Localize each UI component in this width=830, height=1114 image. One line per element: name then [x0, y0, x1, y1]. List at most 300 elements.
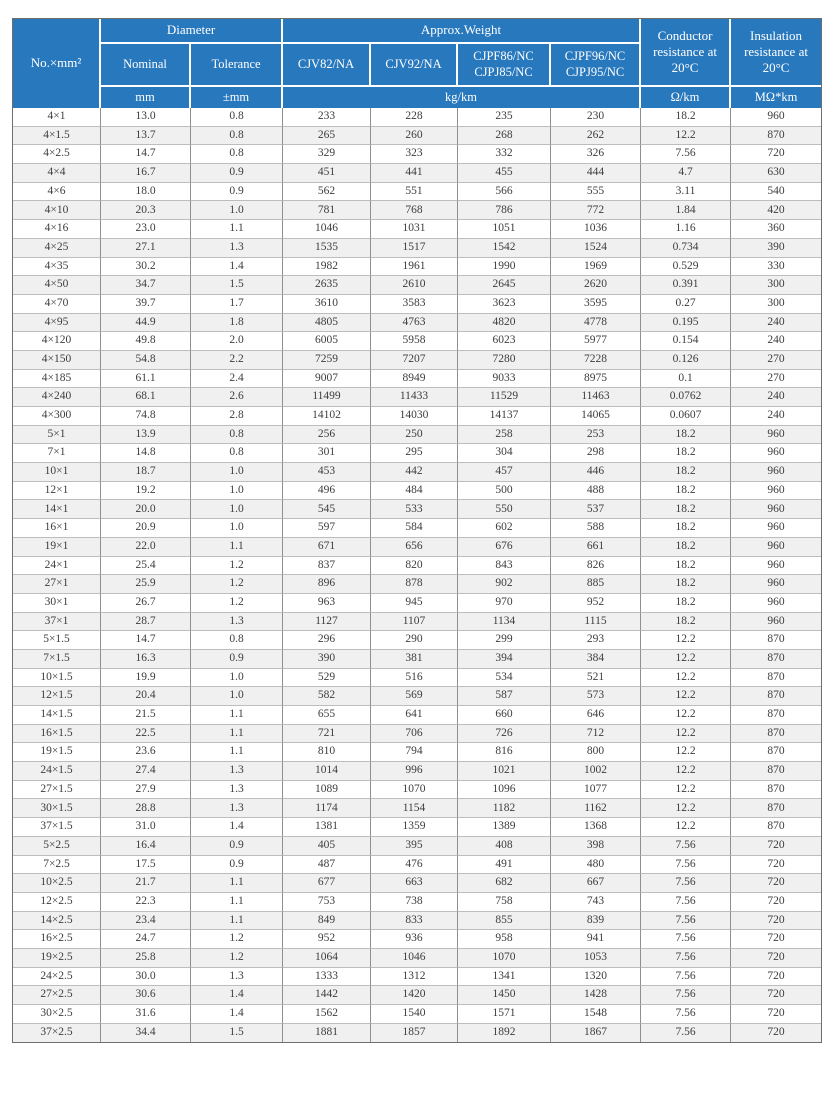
tolerance-cell: 1.1: [191, 874, 283, 893]
nominal-diameter-cell: 16.7: [101, 164, 191, 183]
table-row: [13, 463, 821, 482]
table-row: [13, 407, 821, 426]
cjpf96-weight-cell: 800: [551, 743, 641, 762]
nominal-diameter-cell: 14.8: [101, 444, 191, 463]
conductor-resistance-cell: 12.2: [641, 669, 731, 688]
insulation-resistance-cell: 420: [731, 201, 821, 220]
cjpf86-weight-cell: 457: [458, 463, 551, 482]
cjv82-weight-cell: 1127: [283, 613, 371, 632]
tolerance-cell: 1.0: [191, 201, 283, 220]
cjpf86-weight-cell: 408: [458, 837, 551, 856]
tolerance-cell: 1.1: [191, 743, 283, 762]
table-row: [13, 799, 821, 818]
cjpf96-weight-cell: 293: [551, 631, 641, 650]
cjpf86-weight-cell: 587: [458, 687, 551, 706]
cjpf86-weight-cell: 902: [458, 575, 551, 594]
cjv82-weight-cell: 952: [283, 930, 371, 949]
conductor-resistance-cell: 0.0607: [641, 407, 731, 426]
nominal-diameter-cell: 61.1: [101, 370, 191, 389]
nominal-diameter-cell: 54.8: [101, 351, 191, 370]
cjpf96-weight-cell: 1969: [551, 258, 641, 277]
cjpf86-weight-cell: 726: [458, 725, 551, 744]
conductor-resistance-cell: 0.529: [641, 258, 731, 277]
table-row: [13, 893, 821, 912]
tolerance-cell: 1.2: [191, 930, 283, 949]
cjpf86-weight-cell: 235: [458, 108, 551, 127]
insulation-resistance-cell: 960: [731, 594, 821, 613]
tolerance-cell: 1.0: [191, 500, 283, 519]
nominal-diameter-cell: 19.2: [101, 482, 191, 501]
nominal-diameter-cell: 26.7: [101, 594, 191, 613]
table-row: [13, 743, 821, 762]
cjv82-weight-cell: 11499: [283, 388, 371, 407]
insulation-resistance-cell: 870: [731, 818, 821, 837]
cjv92-weight-cell: 381: [371, 650, 458, 669]
tolerance-cell: 1.3: [191, 762, 283, 781]
cjv82-weight-cell: 721: [283, 725, 371, 744]
conductor-resistance-cell: 12.2: [641, 762, 731, 781]
cjpf96-weight-cell: 1036: [551, 220, 641, 239]
cjv82-weight-cell: 451: [283, 164, 371, 183]
spec-cell: 27×1.5: [13, 781, 101, 800]
spec-cell: 4×240: [13, 388, 101, 407]
cjv92-weight-cell: 533: [371, 500, 458, 519]
cjv82-weight-cell: 1014: [283, 762, 371, 781]
tolerance-cell: 0.8: [191, 426, 283, 445]
conductor-resistance-cell: 7.56: [641, 856, 731, 875]
table-row: [13, 145, 821, 164]
spec-cell: 7×1: [13, 444, 101, 463]
table-row: [13, 594, 821, 613]
cjv92-weight-cell: 395: [371, 837, 458, 856]
spec-cell: 37×2.5: [13, 1024, 101, 1043]
conductor-resistance-cell: 0.1: [641, 370, 731, 389]
cjv92-weight-cell: 794: [371, 743, 458, 762]
insulation-resistance-cell: 960: [731, 108, 821, 127]
tolerance-cell: 1.0: [191, 519, 283, 538]
cjv82-weight-cell: 1064: [283, 949, 371, 968]
cjpf86-weight-cell: 258: [458, 426, 551, 445]
cjpf96-weight-cell: 2620: [551, 276, 641, 295]
cjv82-weight-cell: 233: [283, 108, 371, 127]
tolerance-cell: 1.3: [191, 781, 283, 800]
insulation-resistance-cell: 240: [731, 407, 821, 426]
conductor-resistance-cell: 12.2: [641, 725, 731, 744]
cjv92-weight-cell: 4763: [371, 314, 458, 333]
cjv82-weight-cell: 562: [283, 183, 371, 202]
insulation-resistance-cell: 870: [731, 631, 821, 650]
header-model-cjpf86: CJPF86/NC CJPJ85/NC: [458, 44, 551, 87]
header-nominal: Nominal: [101, 44, 191, 87]
cjpf96-weight-cell: 839: [551, 912, 641, 931]
cjpf86-weight-cell: 534: [458, 669, 551, 688]
insulation-resistance-cell: 870: [731, 725, 821, 744]
cjv82-weight-cell: 849: [283, 912, 371, 931]
cjv82-weight-cell: 582: [283, 687, 371, 706]
spec-cell: 4×35: [13, 258, 101, 277]
insulation-resistance-cell: 300: [731, 295, 821, 314]
tolerance-cell: 1.1: [191, 220, 283, 239]
insulation-resistance-cell: 870: [731, 669, 821, 688]
conductor-resistance-cell: 7.56: [641, 145, 731, 164]
conductor-resistance-cell: 0.27: [641, 295, 731, 314]
cjv92-weight-cell: 1031: [371, 220, 458, 239]
conductor-resistance-cell: 18.2: [641, 482, 731, 501]
conductor-resistance-cell: 0.0762: [641, 388, 731, 407]
tolerance-cell: 1.3: [191, 239, 283, 258]
cjv82-weight-cell: 7259: [283, 351, 371, 370]
cjv82-weight-cell: 390: [283, 650, 371, 669]
nominal-diameter-cell: 23.4: [101, 912, 191, 931]
cjv92-weight-cell: 14030: [371, 407, 458, 426]
nominal-diameter-cell: 27.4: [101, 762, 191, 781]
spec-cell: 27×2.5: [13, 986, 101, 1005]
spec-cell: 10×2.5: [13, 874, 101, 893]
spec-cell: 4×1.5: [13, 127, 101, 146]
nominal-diameter-cell: 20.9: [101, 519, 191, 538]
conductor-resistance-cell: 7.56: [641, 1005, 731, 1024]
spec-cell: 4×6: [13, 183, 101, 202]
spec-cell: 5×2.5: [13, 837, 101, 856]
spec-cell: 12×1: [13, 482, 101, 501]
nominal-diameter-cell: 19.9: [101, 669, 191, 688]
cjpf86-weight-cell: 1450: [458, 986, 551, 1005]
spec-cell: 19×1.5: [13, 743, 101, 762]
nominal-diameter-cell: 16.4: [101, 837, 191, 856]
spec-cell: 7×1.5: [13, 650, 101, 669]
spec-cell: 16×2.5: [13, 930, 101, 949]
tolerance-cell: 0.9: [191, 856, 283, 875]
cjpf86-weight-cell: 500: [458, 482, 551, 501]
tolerance-cell: 1.5: [191, 276, 283, 295]
table-row: [13, 856, 821, 875]
spec-cell: 14×2.5: [13, 912, 101, 931]
table-header: [13, 19, 821, 108]
cjv92-weight-cell: 833: [371, 912, 458, 931]
insulation-resistance-cell: 870: [731, 762, 821, 781]
cjpf96-weight-cell: 1162: [551, 799, 641, 818]
header-no-mm2: No.×mm²: [13, 19, 101, 108]
spec-cell: 4×4: [13, 164, 101, 183]
table-row: [13, 276, 821, 295]
conductor-resistance-cell: 18.2: [641, 519, 731, 538]
cjv82-weight-cell: 3610: [283, 295, 371, 314]
insulation-resistance-cell: 960: [731, 519, 821, 538]
spec-cell: 10×1: [13, 463, 101, 482]
spec-cell: 27×1: [13, 575, 101, 594]
cjv92-weight-cell: 228: [371, 108, 458, 127]
unit-ohm-km: Ω/km: [641, 87, 731, 108]
cjpf96-weight-cell: 384: [551, 650, 641, 669]
cjv92-weight-cell: 441: [371, 164, 458, 183]
cjpf96-weight-cell: 7228: [551, 351, 641, 370]
cjpf96-weight-cell: 1548: [551, 1005, 641, 1024]
insulation-resistance-cell: 720: [731, 874, 821, 893]
cjv92-weight-cell: 2610: [371, 276, 458, 295]
spec-cell: 14×1: [13, 500, 101, 519]
cjpf96-weight-cell: 253: [551, 426, 641, 445]
insulation-resistance-cell: 960: [731, 613, 821, 632]
cjpf96-weight-cell: 1428: [551, 986, 641, 1005]
cjpf86-weight-cell: 1182: [458, 799, 551, 818]
insulation-resistance-cell: 360: [731, 220, 821, 239]
cjpf86-weight-cell: 1070: [458, 949, 551, 968]
nominal-diameter-cell: 30.0: [101, 968, 191, 987]
cjpf86-weight-cell: 1341: [458, 968, 551, 987]
nominal-diameter-cell: 21.7: [101, 874, 191, 893]
table-row: [13, 482, 821, 501]
cjpf96-weight-cell: 3595: [551, 295, 641, 314]
cjv92-weight-cell: 7207: [371, 351, 458, 370]
conductor-resistance-cell: 7.56: [641, 837, 731, 856]
nominal-diameter-cell: 22.3: [101, 893, 191, 912]
nominal-diameter-cell: 22.0: [101, 538, 191, 557]
cjpf96-weight-cell: 1524: [551, 239, 641, 258]
conductor-resistance-cell: 18.2: [641, 594, 731, 613]
nominal-diameter-cell: 28.7: [101, 613, 191, 632]
table-body: [13, 108, 821, 1042]
table-row: [13, 258, 821, 277]
insulation-resistance-cell: 720: [731, 986, 821, 1005]
table-row: [13, 912, 821, 931]
cjv82-weight-cell: 896: [283, 575, 371, 594]
cjv82-weight-cell: 256: [283, 426, 371, 445]
cjv82-weight-cell: 837: [283, 557, 371, 576]
tolerance-cell: 1.2: [191, 949, 283, 968]
cjpf96-weight-cell: 555: [551, 183, 641, 202]
conductor-resistance-cell: 0.391: [641, 276, 731, 295]
cjv92-weight-cell: 936: [371, 930, 458, 949]
spec-cell: 30×1.5: [13, 799, 101, 818]
nominal-diameter-cell: 25.9: [101, 575, 191, 594]
cjv92-weight-cell: 260: [371, 127, 458, 146]
conductor-resistance-cell: 18.2: [641, 557, 731, 576]
cjv92-weight-cell: 442: [371, 463, 458, 482]
tolerance-cell: 0.9: [191, 650, 283, 669]
spec-cell: 24×1: [13, 557, 101, 576]
insulation-resistance-cell: 960: [731, 557, 821, 576]
table-row: [13, 557, 821, 576]
cjpf96-weight-cell: 646: [551, 706, 641, 725]
nominal-diameter-cell: 39.7: [101, 295, 191, 314]
nominal-diameter-cell: 18.0: [101, 183, 191, 202]
tolerance-cell: 0.8: [191, 108, 283, 127]
cjpf86-weight-cell: 4820: [458, 314, 551, 333]
cjpf86-weight-cell: 14137: [458, 407, 551, 426]
cjpf86-weight-cell: 1134: [458, 613, 551, 632]
conductor-resistance-cell: 1.84: [641, 201, 731, 220]
insulation-resistance-cell: 720: [731, 856, 821, 875]
tolerance-cell: 1.1: [191, 725, 283, 744]
cjpf96-weight-cell: 1002: [551, 762, 641, 781]
insulation-resistance-cell: 960: [731, 426, 821, 445]
cjpf96-weight-cell: 488: [551, 482, 641, 501]
conductor-resistance-cell: 7.56: [641, 949, 731, 968]
cjv82-weight-cell: 1982: [283, 258, 371, 277]
conductor-resistance-cell: 0.734: [641, 239, 731, 258]
cjpf86-weight-cell: 566: [458, 183, 551, 202]
table-row: [13, 986, 821, 1005]
header-units-row: [13, 87, 821, 108]
nominal-diameter-cell: 23.6: [101, 743, 191, 762]
nominal-diameter-cell: 22.5: [101, 725, 191, 744]
cjv92-weight-cell: 11433: [371, 388, 458, 407]
cjpf86-weight-cell: 682: [458, 874, 551, 893]
insulation-resistance-cell: 240: [731, 332, 821, 351]
spec-cell: 4×10: [13, 201, 101, 220]
table-row: [13, 818, 821, 837]
cjv82-weight-cell: 655: [283, 706, 371, 725]
tolerance-cell: 1.1: [191, 706, 283, 725]
conductor-resistance-cell: 12.2: [641, 127, 731, 146]
table-row: [13, 201, 821, 220]
cjpf86-weight-cell: 455: [458, 164, 551, 183]
conductor-resistance-cell: 18.2: [641, 444, 731, 463]
cjv92-weight-cell: 551: [371, 183, 458, 202]
insulation-resistance-cell: 960: [731, 500, 821, 519]
cjpf86-weight-cell: 758: [458, 893, 551, 912]
spec-cell: 4×150: [13, 351, 101, 370]
cjpf96-weight-cell: 537: [551, 500, 641, 519]
spec-cell: 4×185: [13, 370, 101, 389]
insulation-resistance-cell: 720: [731, 145, 821, 164]
table-row: [13, 108, 821, 127]
table-row: [13, 968, 821, 987]
cjpf96-weight-cell: 521: [551, 669, 641, 688]
cjv82-weight-cell: 1442: [283, 986, 371, 1005]
nominal-diameter-cell: 13.7: [101, 127, 191, 146]
insulation-resistance-cell: 330: [731, 258, 821, 277]
cjpf86-weight-cell: 304: [458, 444, 551, 463]
spec-cell: 4×300: [13, 407, 101, 426]
cjv82-weight-cell: 487: [283, 856, 371, 875]
unit-mm: mm: [101, 87, 191, 108]
conductor-resistance-cell: 18.2: [641, 463, 731, 482]
cjpf86-weight-cell: 1990: [458, 258, 551, 277]
nominal-diameter-cell: 34.4: [101, 1024, 191, 1043]
tolerance-cell: 0.8: [191, 444, 283, 463]
cjpf96-weight-cell: 772: [551, 201, 641, 220]
cjv92-weight-cell: 290: [371, 631, 458, 650]
tolerance-cell: 0.9: [191, 183, 283, 202]
table-row: [13, 781, 821, 800]
nominal-diameter-cell: 24.7: [101, 930, 191, 949]
spec-cell: 12×2.5: [13, 893, 101, 912]
cjpf96-weight-cell: 1320: [551, 968, 641, 987]
cjv92-weight-cell: 5958: [371, 332, 458, 351]
insulation-resistance-cell: 870: [731, 743, 821, 762]
table-row: [13, 874, 821, 893]
cjv82-weight-cell: 4805: [283, 314, 371, 333]
header-tolerance: Tolerance: [191, 44, 283, 87]
spec-cell: 24×1.5: [13, 762, 101, 781]
cjpf96-weight-cell: 298: [551, 444, 641, 463]
tolerance-cell: 1.3: [191, 799, 283, 818]
nominal-diameter-cell: 25.8: [101, 949, 191, 968]
cjpf96-weight-cell: 230: [551, 108, 641, 127]
spec-cell: 30×2.5: [13, 1005, 101, 1024]
cjpf86-weight-cell: 1892: [458, 1024, 551, 1043]
header-group-row: [13, 19, 821, 44]
cjv92-weight-cell: 878: [371, 575, 458, 594]
cjpf86-weight-cell: 268: [458, 127, 551, 146]
cjpf96-weight-cell: 588: [551, 519, 641, 538]
conductor-resistance-cell: 7.56: [641, 930, 731, 949]
tolerance-cell: 2.6: [191, 388, 283, 407]
cjpf96-weight-cell: 743: [551, 893, 641, 912]
tolerance-cell: 1.4: [191, 258, 283, 277]
table-row: [13, 725, 821, 744]
header-model-cjv82: CJV82/NA: [283, 44, 371, 87]
cjpf86-weight-cell: 1096: [458, 781, 551, 800]
tolerance-cell: 1.4: [191, 1005, 283, 1024]
tolerance-cell: 2.2: [191, 351, 283, 370]
cjpf86-weight-cell: 843: [458, 557, 551, 576]
spec-cell: 4×50: [13, 276, 101, 295]
insulation-resistance-cell: 960: [731, 575, 821, 594]
table-row: [13, 127, 821, 146]
cjpf86-weight-cell: 970: [458, 594, 551, 613]
nominal-diameter-cell: 31.6: [101, 1005, 191, 1024]
table-row: [13, 613, 821, 632]
cjpf96-weight-cell: 4778: [551, 314, 641, 333]
insulation-resistance-cell: 870: [731, 706, 821, 725]
table-row: [13, 370, 821, 389]
insulation-resistance-cell: 960: [731, 538, 821, 557]
cjv82-weight-cell: 597: [283, 519, 371, 538]
cjpf86-weight-cell: 958: [458, 930, 551, 949]
insulation-resistance-cell: 720: [731, 930, 821, 949]
table-row: [13, 164, 821, 183]
cjv92-weight-cell: 1070: [371, 781, 458, 800]
table-row: [13, 500, 821, 519]
spec-cell: 4×2.5: [13, 145, 101, 164]
insulation-resistance-cell: 720: [731, 837, 821, 856]
cjpf86-weight-cell: 786: [458, 201, 551, 220]
cjv92-weight-cell: 1540: [371, 1005, 458, 1024]
table-row: [13, 444, 821, 463]
table-row: [13, 706, 821, 725]
insulation-resistance-cell: 720: [731, 1024, 821, 1043]
nominal-diameter-cell: 44.9: [101, 314, 191, 333]
cjv82-weight-cell: 1333: [283, 968, 371, 987]
tolerance-cell: 1.5: [191, 1024, 283, 1043]
header-diameter-group: Diameter: [101, 19, 283, 44]
cjv92-weight-cell: 1420: [371, 986, 458, 1005]
cjpf96-weight-cell: 326: [551, 145, 641, 164]
conductor-resistance-cell: 18.2: [641, 538, 731, 557]
insulation-resistance-cell: 870: [731, 781, 821, 800]
tolerance-cell: 1.4: [191, 818, 283, 837]
cjv92-weight-cell: 768: [371, 201, 458, 220]
nominal-diameter-cell: 17.5: [101, 856, 191, 875]
cjpf86-weight-cell: 602: [458, 519, 551, 538]
spec-cell: 5×1: [13, 426, 101, 445]
cjpf96-weight-cell: 398: [551, 837, 641, 856]
cjpf96-weight-cell: 5977: [551, 332, 641, 351]
table-row: [13, 631, 821, 650]
cjpf96-weight-cell: 446: [551, 463, 641, 482]
cable-spec-table: [12, 18, 822, 1043]
cjpf86-weight-cell: 11529: [458, 388, 551, 407]
cjpf86-weight-cell: 1051: [458, 220, 551, 239]
spec-cell: 37×1: [13, 613, 101, 632]
spec-cell: 12×1.5: [13, 687, 101, 706]
cjv82-weight-cell: 1046: [283, 220, 371, 239]
header-model-cjpf96: CJPF96/NC CJPJ95/NC: [551, 44, 641, 87]
insulation-resistance-cell: 720: [731, 949, 821, 968]
insulation-resistance-cell: 240: [731, 314, 821, 333]
